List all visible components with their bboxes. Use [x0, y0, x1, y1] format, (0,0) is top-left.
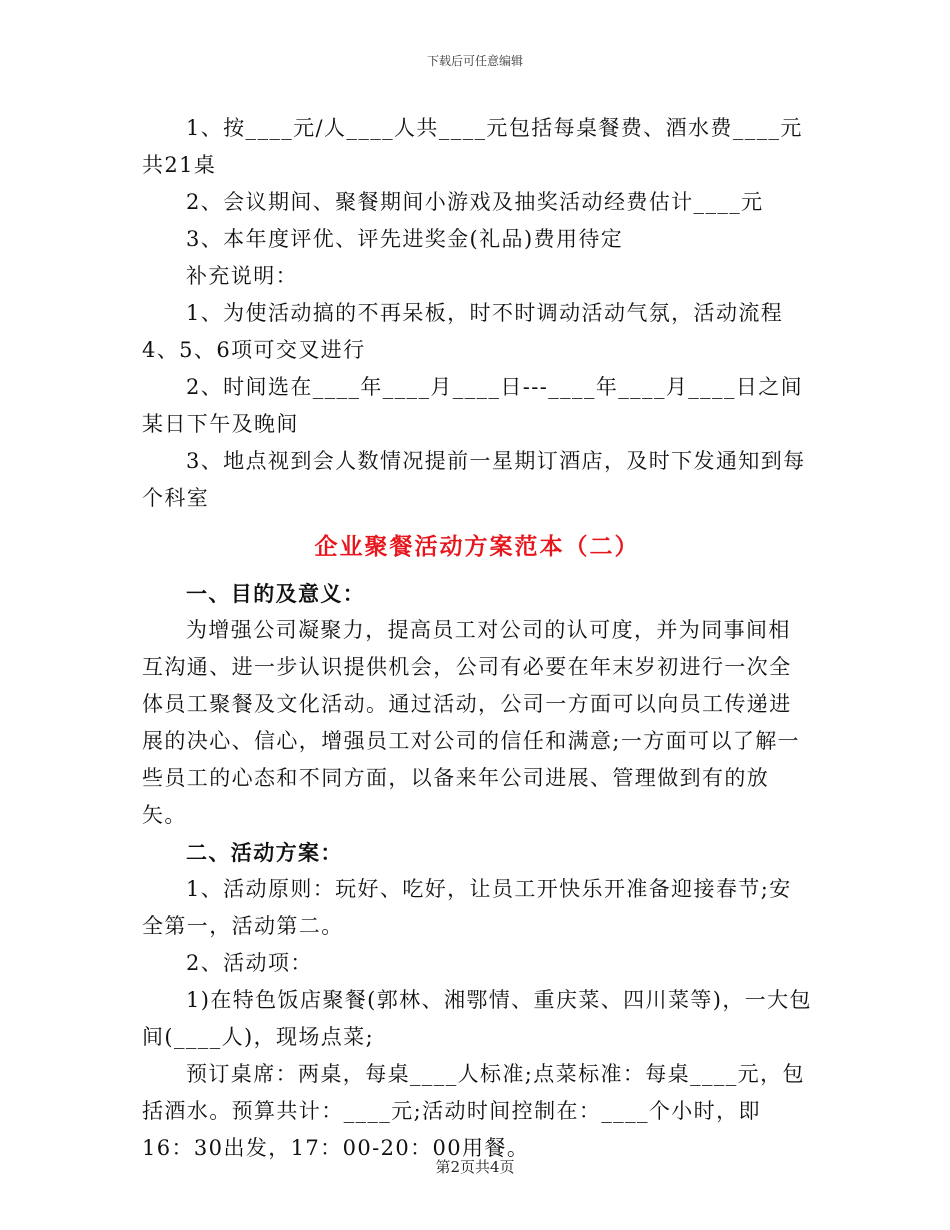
section-heading: 一、目的及意义：: [186, 581, 366, 606]
paragraph: 补充说明：: [186, 264, 298, 288]
paragraph: 3、地点视到会人数情况提前一星期订酒店，及时下发通知到每个科室: [142, 449, 806, 510]
paragraph: 2、活动项：: [186, 951, 313, 975]
document-title: 企业聚餐活动方案范本（二）: [314, 533, 640, 560]
page-header: 下载后可任意编辑: [426, 54, 523, 68]
paragraph: 为增强公司凝聚力，提高员工对公司的认可度，并为同事间相互沟通、进一步认识提供机会，公司有必要在年末岁初进行一次全体员工聚餐及文化活动。通过活动，公司一方面可以向员工传递进展的决心、信心，增强员工对公司的信任和满意;一方面可以了解一些员工的心态和不同方面，以备来年公司进展、管理做到有的放矢。: [142, 618, 801, 827]
paragraph: 预订桌席：两桌，每桌____人标准;点菜标准：每桌____元，包括酒水。预算共计：____元;活动时间控制在：____个小时，即16：30出发，17：00-20：00用餐。: [142, 1062, 805, 1160]
paragraph: 1、为使活动搞的不再呆板，时不时调动活动气氛，活动流程4、5、6项可交叉进行: [142, 301, 784, 362]
paragraph: 1)在特色饭店聚餐(郭林、湘鄂情、重庆菜、四川菜等)，一大包间(____人)，现场点菜;: [142, 988, 812, 1049]
paragraph: 2、会议期间、聚餐期间小游戏及抽奖活动经费估计____元: [186, 190, 764, 214]
page-footer: 第2页共4页: [435, 1158, 515, 1176]
document-body: [142, 110, 812, 1167]
section-heading: 二、活动方案：: [186, 840, 343, 865]
paragraph: 2、时间选在____年____月____日---____年____月____日之间某日下午及晚间: [142, 375, 804, 436]
paragraph: 1、按____元/人____人共____元包括每桌餐费、酒水费____元共21桌: [142, 116, 803, 177]
paragraph: 1、活动原则：玩好、吃好，让员工开快乐开准备迎接春节;安全第一，活动第二。: [142, 877, 792, 938]
paragraph: 3、本年度评优、评先进奖金(礼品)费用待定: [186, 227, 624, 251]
